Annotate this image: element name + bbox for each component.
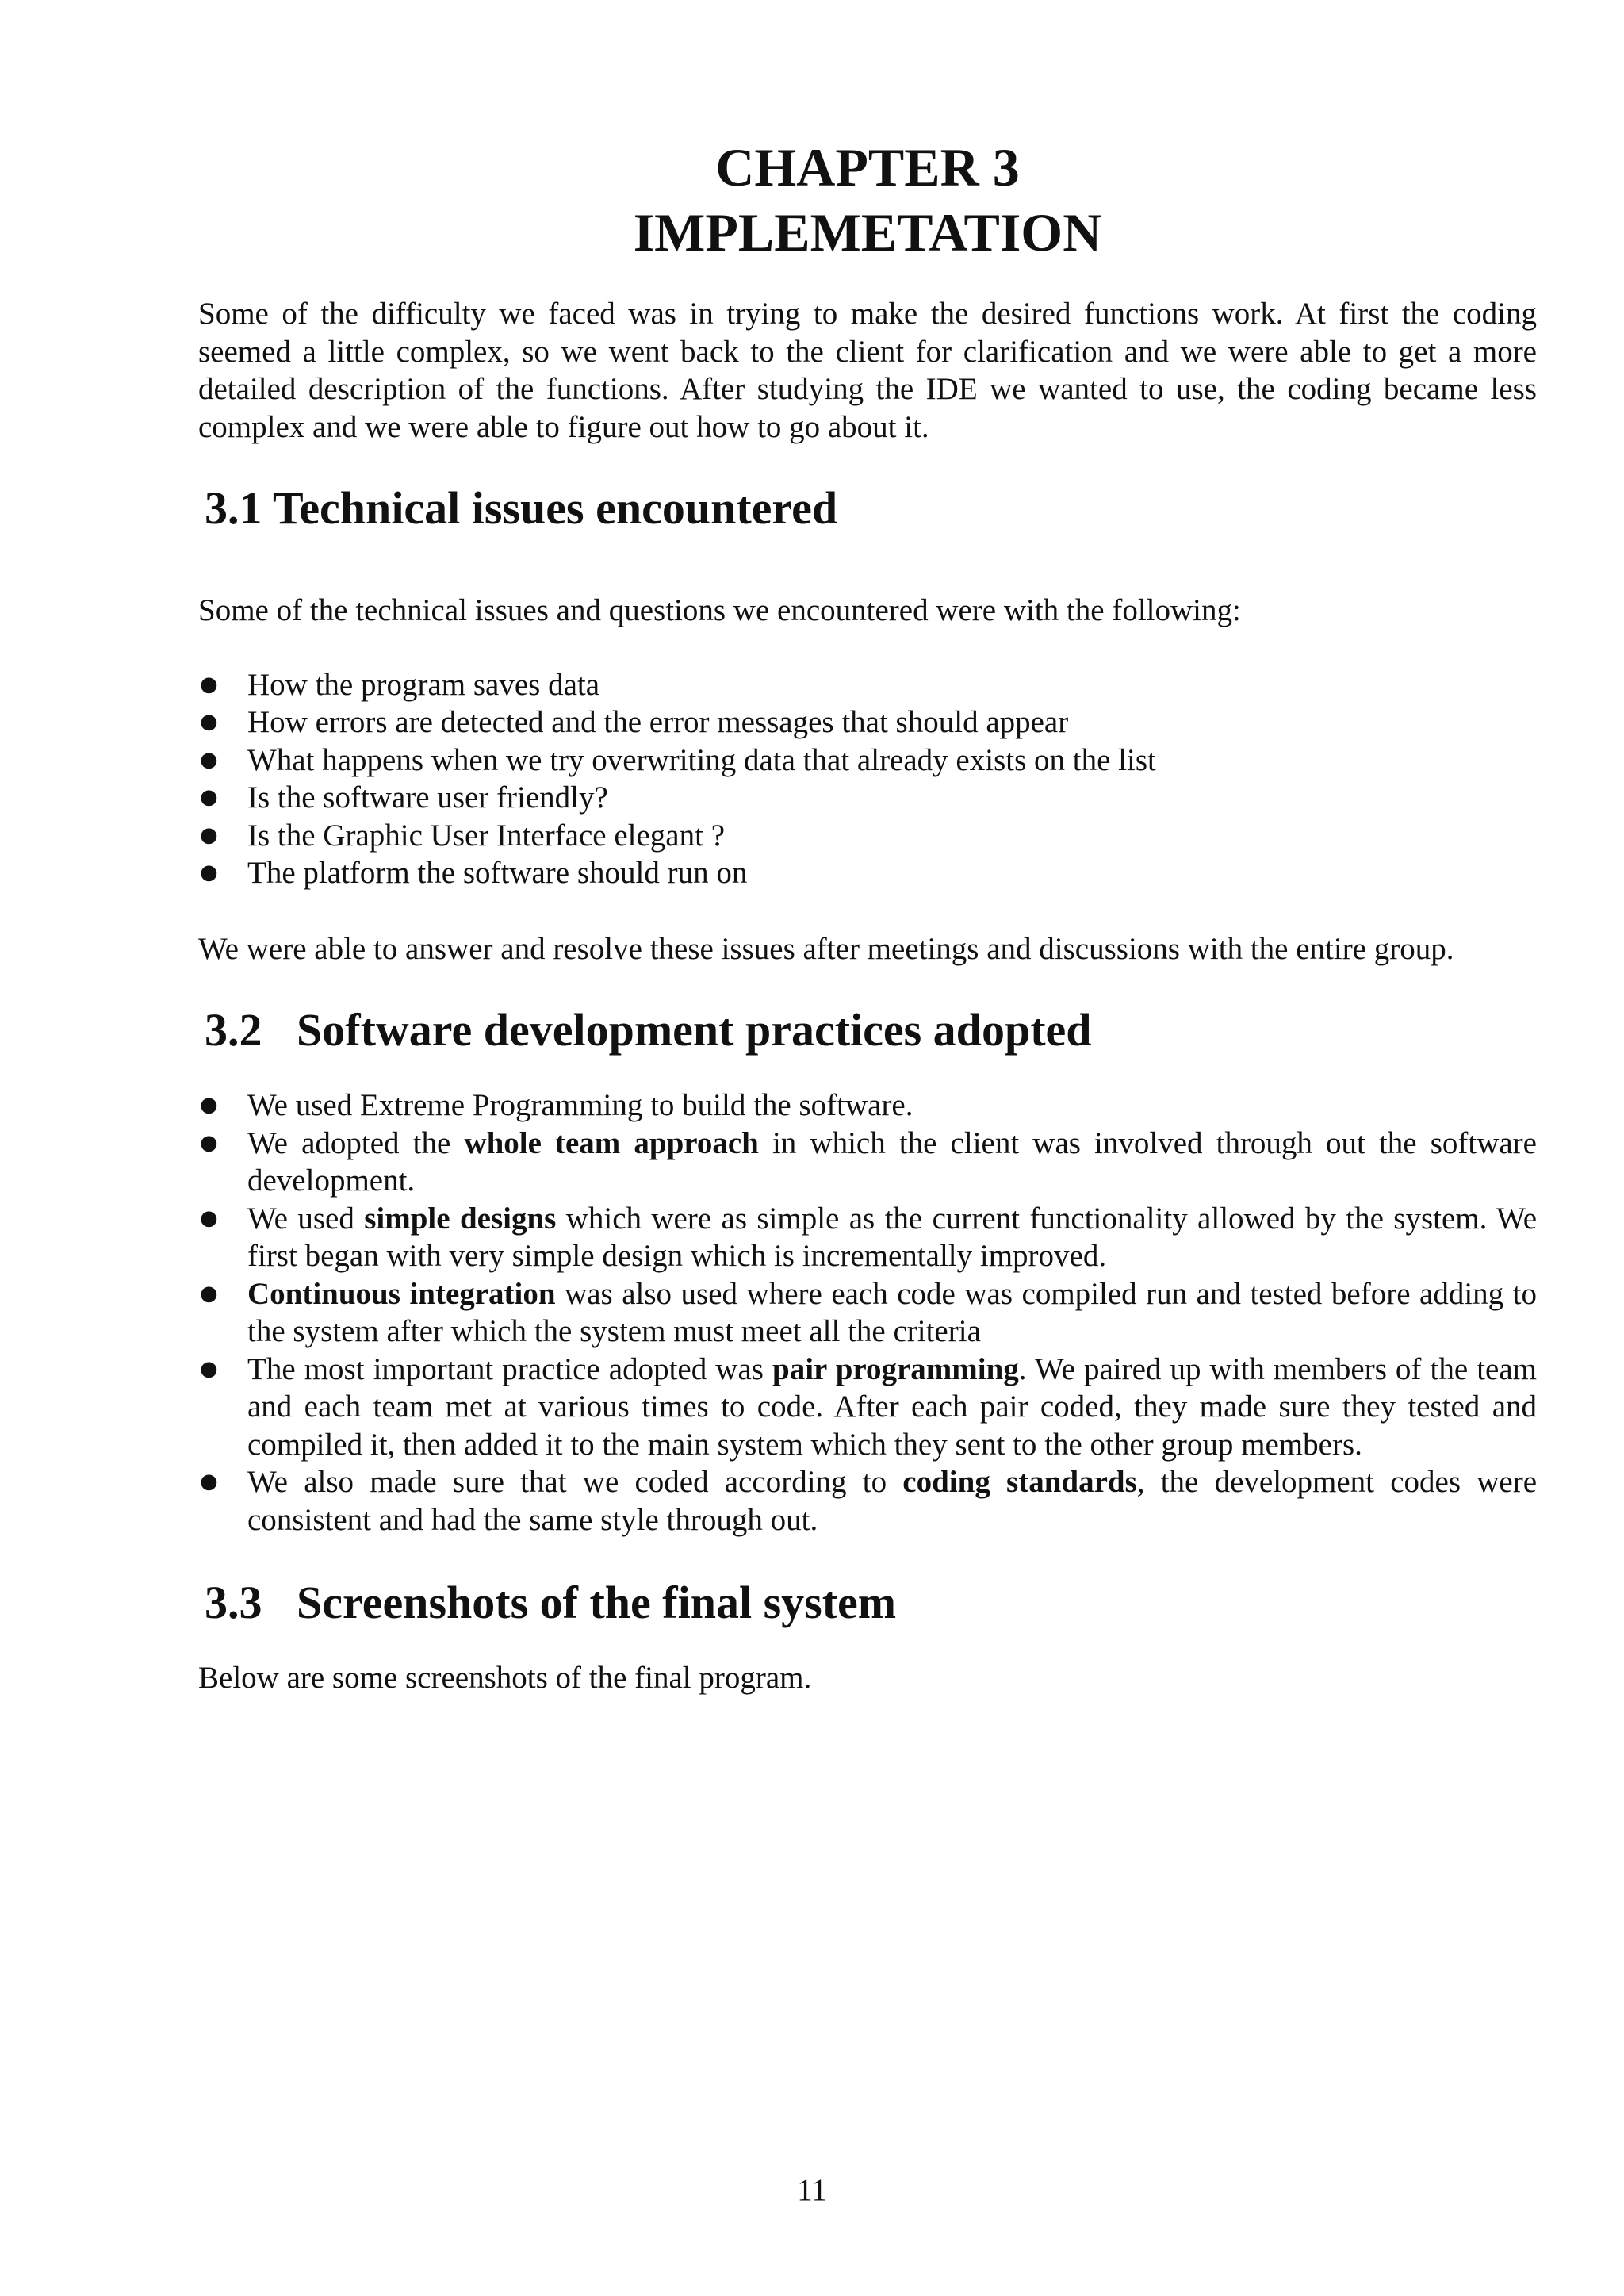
section-3-1-lead: Some of the technical issues and questions we encountered were with the following: xyxy=(198,593,1241,627)
chapter-name: IMPLEMETATION xyxy=(633,202,1102,263)
section-3-1-heading: 3.1 Technical issues encountered xyxy=(205,482,838,534)
list-item: ● Continuous integration was also used where each code was compiled run and tested before adding to the system after which the system must meet all the criteria xyxy=(198,1275,1537,1351)
list-item: ● We used Extreme Programming to build the software. xyxy=(198,1087,1537,1125)
section-3-1-resolution: We were able to answer and resolve these issues after meetings and discussions with the entire group. xyxy=(198,931,1454,966)
chapter-number: CHAPTER 3 xyxy=(715,137,1020,197)
list-item: ● The platform the software should run on xyxy=(198,854,1537,892)
list-item: ● Is the Graphic User Interface elegant ? xyxy=(198,817,1537,855)
list-item: ● What happens when we try overwriting data that already exists on the list xyxy=(198,742,1537,780)
list-item: ● We also made sure that we coded according to coding standards, the development codes were consistent and had the same style through out. xyxy=(198,1463,1537,1539)
section-3-3-text: Below are some screenshots of the final program. xyxy=(198,1661,812,1695)
section-3-2-heading: 3.2 Software development practices adopted xyxy=(205,1004,1092,1056)
intro-paragraph: Some of the difficulty we faced was in trying to make the desired functions work. At first the coding seemed a little complex, so we went back to the client for clarification and we were able to get a more detailed description of the functions. After studying the IDE we wanted to use, the coding became less complex and we were able to figure out how to go about it. xyxy=(198,297,1537,444)
list-item: ● Is the software user friendly? xyxy=(198,779,1537,817)
document-page xyxy=(198,135,1537,1697)
list-item: ● We adopted the whole team approach in which the client was involved through out the software development. xyxy=(198,1125,1537,1200)
list-item: ● How errors are detected and the error messages that should appear xyxy=(198,703,1537,742)
chapter-title xyxy=(198,135,1537,265)
list-item: ● We used simple designs which were as simple as the current functionality allowed by the system. We first began with very simple design which is incrementally improved. xyxy=(198,1200,1537,1275)
technical-issues-list xyxy=(198,666,1537,892)
practices-list xyxy=(198,1087,1537,1539)
section-3-3-heading: 3.3 Screenshots of the final system xyxy=(205,1577,897,1628)
page-number: 11 xyxy=(797,2173,827,2207)
list-item: ● The most important practice adopted was pair programming. We paired up with members of the team and each team met at various times to code. After each pair coded, they made sure they tested and compiled it, then added it to the main system which they sent to the other group members. xyxy=(198,1351,1537,1464)
list-item: ● How the program saves data xyxy=(198,666,1537,704)
